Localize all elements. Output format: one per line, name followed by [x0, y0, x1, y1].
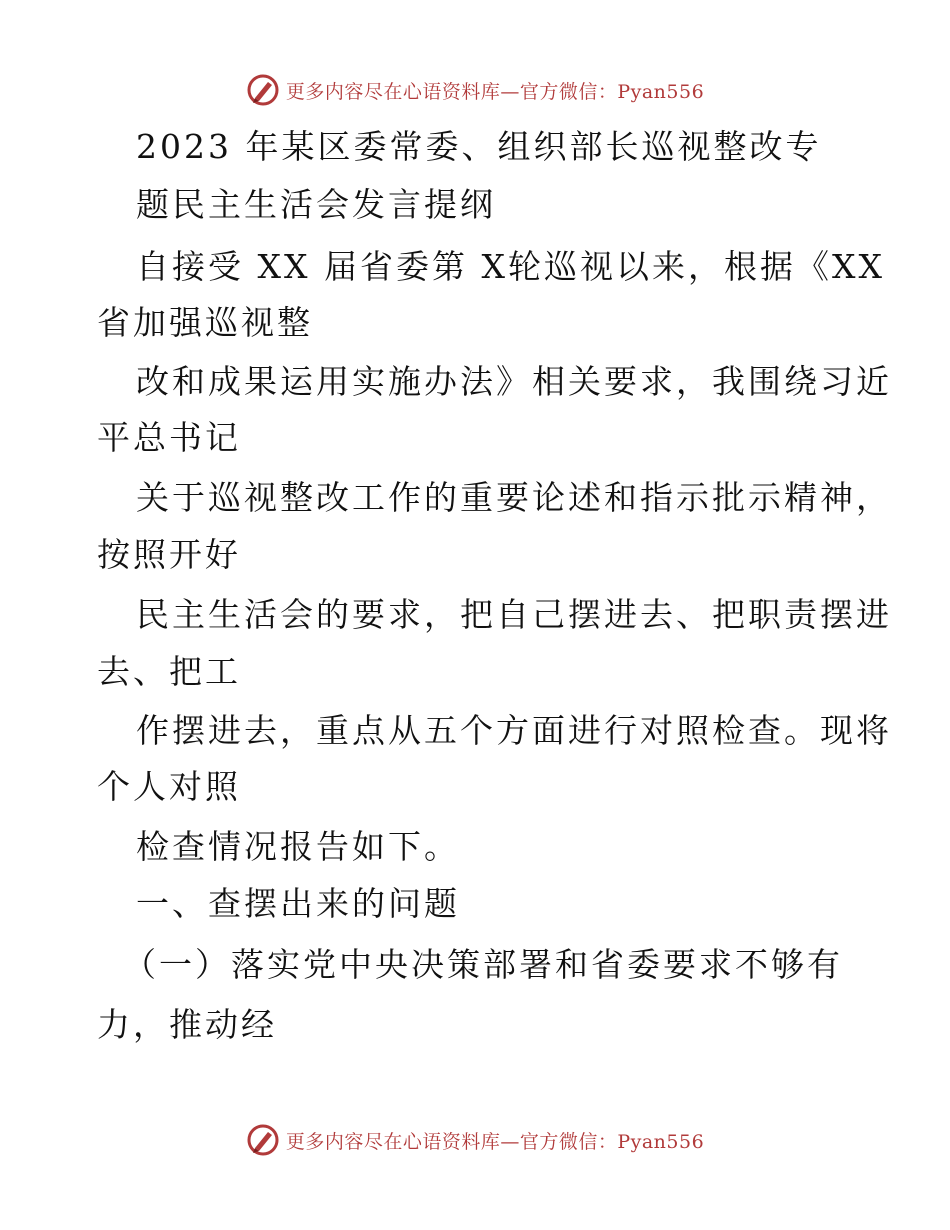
doc-line: 平总书记 — [97, 418, 241, 457]
watermark-footer — [0, 1120, 950, 1160]
watermark-text: 更多内容尽在心语资料库—官方微信：Pyan556 — [285, 1130, 705, 1153]
doc-line: 个人对照 — [97, 767, 241, 806]
doc-line: 去、把工 — [97, 652, 241, 691]
doc-line: 省加强巡视整 — [97, 303, 313, 342]
doc-title-line-2: 题民主生活会发言提纲 — [136, 185, 496, 224]
doc-line: 关于巡视整改工作的重要论述和指示批示精神， — [136, 478, 892, 517]
doc-title-line-1: 2023 年某区委常委、组织部长巡视整改专 — [136, 127, 822, 166]
section-heading: 一、查摆出来的问题 — [136, 884, 460, 923]
doc-line: 检查情况报告如下。 — [136, 827, 460, 866]
watermark-text: 更多内容尽在心语资料库—官方微信：Pyan556 — [285, 80, 705, 103]
doc-line: 力，推动经 — [97, 1005, 277, 1044]
subsection-heading: （一）落实党中央决策部署和省委要求不够有 — [123, 945, 843, 984]
doc-line: 作摆进去，重点从五个方面进行对照检查。现将 — [136, 711, 892, 750]
doc-line: 自接受 XX 届省委第 X轮巡视以来，根据《XX — [136, 247, 885, 286]
doc-line: 改和成果运用实施办法》相关要求，我围绕习近 — [136, 362, 892, 401]
watermark-header — [0, 70, 950, 110]
pen-logo-icon — [246, 1123, 280, 1157]
doc-line: 民主生活会的要求，把自己摆进去、把职责摆进 — [136, 595, 892, 634]
pen-logo-icon — [246, 73, 280, 107]
doc-line: 按照开好 — [97, 535, 241, 574]
